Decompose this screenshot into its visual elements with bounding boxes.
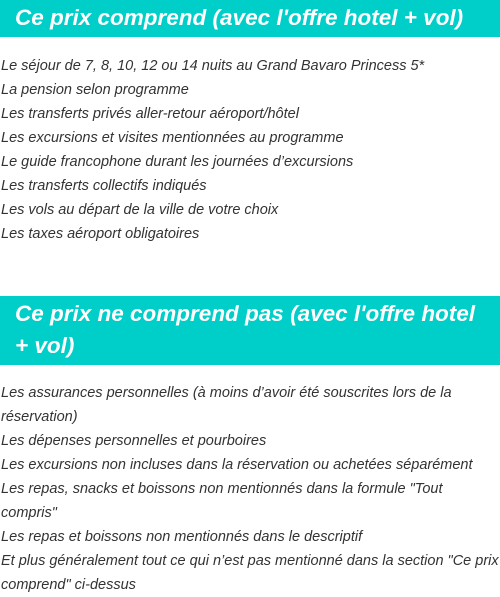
excluded-section [0, 296, 500, 597]
excluded-item: Les assurances personnelles (à moins d’avoir été souscrites lors de la réservation) [1, 385, 452, 425]
excluded-item: Les repas et boissons non mentionnés dans le descriptif [1, 529, 363, 545]
excluded-item: Les excursions non incluses dans la réservation ou achetées séparément [1, 457, 473, 473]
excluded-title: Ce prix ne comprend pas (avec l'offre hotel + vol) [0, 296, 500, 365]
included-list [0, 37, 500, 246]
included-item: Le guide francophone durant les journées d’excursions [1, 154, 354, 170]
excluded-item: Les repas, snacks et boissons non mentionnés dans la formule "Tout compris" [1, 481, 443, 521]
included-item: Les transferts collectifs indiqués [1, 178, 207, 194]
included-item: Les vols au départ de la ville de votre choix [1, 202, 279, 218]
included-item: Les excursions et visites mentionnées au programme [1, 130, 344, 146]
excluded-list [0, 365, 500, 597]
included-item: Les taxes aéroport obligatoires [1, 226, 200, 242]
excluded-item: Et plus généralement tout ce qui n’est pas mentionné dans la section "Ce prix comprend" ci-dessus [1, 553, 499, 593]
excluded-item: Les dépenses personnelles et pourboires [1, 433, 267, 449]
included-item: Les transferts privés aller-retour aéroport/hôtel [1, 106, 299, 122]
included-item: Le séjour de 7, 8, 10, 12 ou 14 nuits au Grand Bavaro Princess 5* [1, 58, 425, 74]
included-title: Ce prix comprend (avec l'offre hotel + vol) [0, 0, 500, 37]
included-section [0, 0, 500, 246]
included-item: La pension selon programme [1, 82, 189, 98]
